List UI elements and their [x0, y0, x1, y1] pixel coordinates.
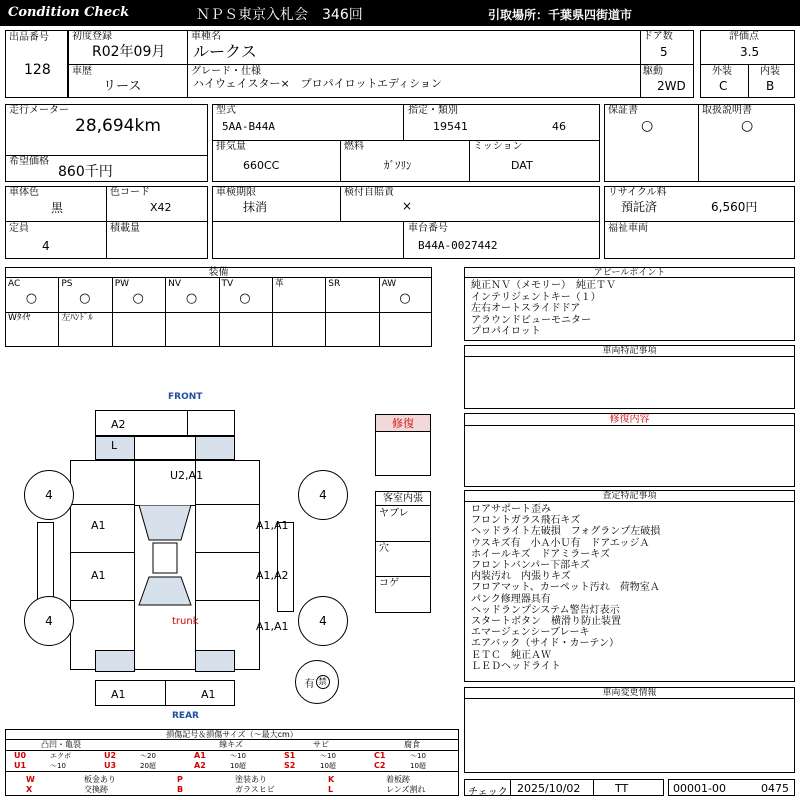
checker-code: TT — [615, 782, 629, 795]
legend-desc: 10超 — [320, 762, 336, 770]
right-side-panel — [277, 522, 294, 612]
id-footer — [668, 779, 795, 796]
manual-label: 取扱説明書 — [702, 105, 752, 116]
inspection-note-line: ヘッドランプシステム警告灯表示 — [471, 604, 620, 616]
legend-code: U2 — [104, 751, 117, 760]
interior-label: 内装 — [760, 66, 780, 77]
liability-value: × — [402, 199, 413, 213]
inspection-note-line: フロントガラス飛石キズ — [471, 515, 581, 527]
legend-title: 損傷記号＆損傷サイズ（～最大cm） — [6, 730, 458, 740]
legend-code: K — [328, 775, 335, 784]
damage-legend — [5, 729, 459, 796]
recycle-fee: 6,560円 — [711, 200, 758, 214]
special-notes-title: 車両特記事項 — [465, 346, 794, 357]
drive-label: 駆動 — [643, 66, 663, 77]
rear-right-code: A1 — [201, 688, 216, 701]
capacity-label: 定員 — [9, 223, 29, 234]
inspection-note-line: エアバック（サイド・カーテン） — [471, 638, 619, 650]
front-bumper-code: A2 — [111, 418, 126, 431]
mission-label: ミッション — [473, 141, 523, 152]
history-label: 車歴 — [72, 66, 92, 77]
car-name-value: ルークス — [193, 42, 257, 61]
inspection-note-line: ウスキズ有 小Ａ小Ｕ有 ドアエッジＡ — [471, 537, 650, 549]
legend-code: A1 — [194, 751, 206, 760]
chassis-value: B44A-0027442 — [418, 239, 498, 252]
legend-desc: 20超 — [140, 762, 156, 770]
check-label: チェック — [468, 787, 508, 798]
legend-desc: ～10 — [50, 762, 66, 770]
repair-badge: 修復 — [376, 415, 430, 432]
mileage-label: 走行メーター — [9, 105, 69, 116]
grade-value: ハイウェイスター× プロパイロットエディション — [193, 77, 442, 90]
trunk-label: trunk — [172, 616, 199, 627]
inspection-notes-title: 査定特記事項 — [465, 491, 794, 502]
recycle-label: リサイクル料 — [608, 187, 667, 198]
check-date: 2025/10/02 — [517, 782, 581, 795]
no-smoking-icon: 禁 — [316, 675, 330, 689]
exterior-value: C — [719, 79, 728, 93]
inspection-notes-box — [464, 490, 795, 682]
cabin-burn-label: コゲ — [379, 578, 399, 589]
inspection-value: 抹消 — [243, 200, 268, 214]
manual-value: ○ — [741, 118, 754, 134]
repair-badge-box — [375, 414, 431, 476]
wheel-front-left: 4 — [24, 470, 74, 520]
first-reg-label: 初度登録 — [72, 31, 112, 42]
appeal-line: 純正ＮＶ（メモリー） 純正ＴＶ — [471, 280, 616, 291]
legend-group-label: 凸凹・亀裂 — [41, 740, 81, 749]
legend-code: B — [177, 785, 184, 794]
exterior-label: 外装 — [712, 66, 732, 77]
change-info-title: 車両変更情報 — [465, 688, 794, 699]
appeal-line: プロパイロット — [471, 326, 541, 337]
legend-code: S1 — [284, 751, 296, 760]
model-value: 5AA-B44A — [222, 120, 275, 133]
grade-score-value: 3.5 — [740, 45, 760, 59]
appeal-line: アラウンドビューモニター — [471, 314, 591, 326]
legend-code: W — [26, 775, 35, 784]
legend-desc: エクボ — [50, 752, 71, 760]
load-label: 積載量 — [110, 223, 140, 234]
grade-label: グレード・仕様 — [191, 66, 261, 77]
legend-code: S2 — [284, 761, 296, 770]
legend-desc: ～20 — [140, 752, 156, 760]
price-label: 希望価格 — [9, 156, 49, 167]
chassis-label: 車台番号 — [408, 223, 448, 234]
legend-group-label: 線キズ — [219, 740, 243, 749]
hood-code: U2,A1 — [170, 469, 204, 482]
legend-desc: ～10 — [230, 752, 246, 760]
grade-score-label: 評価点 — [729, 31, 759, 42]
legend-code: C2 — [374, 761, 386, 770]
repair-content-title: 修復内容 — [465, 414, 794, 426]
designation-value: 19541 — [433, 120, 468, 133]
price-value: 860千円 — [58, 164, 113, 180]
appeal-list — [471, 280, 616, 338]
appeal-line: インテリジェントキー（１） — [471, 291, 601, 303]
left-front-door-code: A1 — [91, 519, 106, 532]
body-color-value: 黒 — [51, 201, 64, 215]
category-value: 46 — [552, 120, 566, 133]
warranty-label: 保証書 — [608, 105, 638, 116]
lot-number: 128 — [24, 62, 51, 78]
equipment-label: SR — [328, 279, 341, 289]
equipment-value: ○ — [185, 291, 198, 306]
right-rear-door-code: A1,A2 — [256, 569, 289, 582]
legend-group-label: サビ — [313, 740, 329, 749]
legend-desc: 塗装あり — [235, 775, 267, 784]
inspection-note-line: ヘッドライト左破損 フォグランプ左破損 — [471, 526, 661, 538]
appeal-title: アピールポイント — [465, 268, 794, 278]
legend-desc: 交換跡 — [84, 785, 108, 794]
legend-desc: ～10 — [410, 752, 426, 760]
drive-value: 2WD — [657, 79, 686, 93]
cabin-hole-label: 穴 — [379, 543, 389, 554]
doors-label: ドア数 — [643, 31, 673, 42]
equipment-value: ○ — [399, 291, 411, 306]
equipment-value: ○ — [239, 291, 251, 306]
header-bar — [0, 0, 800, 26]
color-code-label: 色コード — [110, 187, 150, 198]
l-mark: L — [111, 439, 118, 452]
equipment-label: 革 — [274, 279, 284, 289]
equipment-value: ○ — [79, 291, 91, 306]
header-location: 引取場所：千葉県四街道市 — [488, 8, 633, 22]
inspection-note-line: フロントバンパー下部キズ — [471, 560, 590, 572]
front-light-right — [195, 436, 235, 460]
left-rear-door-code: A1 — [91, 569, 106, 582]
inspection-note-line: ＬＥＤヘッドライト — [471, 660, 561, 672]
legend-code: C1 — [374, 751, 386, 760]
id-number: 0475 — [761, 782, 789, 795]
equipment-label: 左ﾊﾝﾄﾞﾙ — [61, 313, 93, 323]
inspection-notes-list — [471, 504, 660, 672]
equipment-label: PW — [114, 279, 130, 289]
car-name-label: 車種名 — [191, 31, 221, 42]
legend-code: X — [26, 785, 33, 794]
inspection-note-line: ホイールキズ ドアミラーキズ — [471, 548, 611, 560]
legend-code: U0 — [14, 751, 27, 760]
repair-content-box — [464, 413, 795, 487]
right-front-door-code: A1,A1 — [256, 519, 289, 532]
legend-desc: 着板跡 — [386, 775, 410, 784]
inspection-note-line: スタートボタン 横滑り防止装置 — [471, 616, 621, 628]
legend-code: U1 — [14, 761, 27, 770]
fuel-value: ｶﾞｿﾘﾝ — [384, 159, 412, 172]
inspection-note-line: エマージェンシーブレーキ — [471, 627, 590, 639]
rear-light-right — [195, 650, 235, 672]
equipment-label: AC — [8, 279, 21, 289]
legend-desc: 10超 — [230, 762, 246, 770]
history-value: リース — [103, 79, 142, 94]
cabin-tear-label: ヤブレ — [379, 508, 409, 519]
recycle-status: 預託済 — [621, 200, 658, 214]
rear-left-code: A1 — [111, 688, 126, 701]
equipment-label: AW — [381, 279, 397, 289]
legend-code: A2 — [194, 761, 206, 770]
check-footer — [464, 779, 664, 796]
legend-desc: レンズ割れ — [386, 785, 426, 794]
appeal-box — [464, 267, 795, 341]
rear-label: REAR — [172, 711, 199, 721]
legend-code: L — [328, 785, 334, 794]
cabin-lining-box — [375, 491, 431, 613]
liability-label: 検付自賠責 — [344, 187, 394, 198]
front-label: FRONT — [168, 392, 203, 402]
inspection-note-line: パンク修理器具有 — [471, 593, 551, 605]
welfare-label: 福祉車両 — [608, 223, 648, 234]
special-notes-box — [464, 345, 795, 409]
warranty-value: ○ — [641, 118, 654, 134]
legend-code: U3 — [104, 761, 117, 770]
wheel-front-right: 4 — [298, 470, 348, 520]
displacement-label: 排気量 — [216, 141, 246, 152]
inspection-note-line: フロアマット、カーペット汚れ 荷物室Ａ — [471, 582, 660, 594]
smoking-status — [295, 660, 339, 704]
equipment-title: 装備 — [5, 267, 432, 278]
id-code: 00001-00 — [673, 782, 726, 795]
equipment-label: Wﾀｲﾔ — [8, 313, 31, 323]
legend-group-label: 腐食 — [404, 740, 420, 749]
right-quarter-code: A1,A1 — [256, 620, 289, 633]
equipment-label: TV — [221, 279, 234, 289]
inspection-note-line: ロアサポート歪み — [471, 504, 551, 515]
header-title-center: ＮＰＳ東京入札会 346回 — [196, 7, 363, 23]
first-reg-value: R02年09月 — [92, 44, 166, 60]
legend-desc: 10超 — [410, 762, 426, 770]
mileage-value: 28,694km — [75, 116, 161, 136]
model-label: 型式 — [216, 105, 236, 116]
equipment-label: NV — [168, 279, 182, 289]
lot-label: 出品番号 — [9, 32, 49, 43]
doors-value: 5 — [660, 45, 668, 59]
legend-desc: ～10 — [320, 752, 336, 760]
mission-value: DAT — [511, 159, 533, 172]
equipment-value: ○ — [25, 291, 38, 306]
change-info-box — [464, 687, 795, 773]
roof-window-shape — [135, 505, 195, 610]
interior-value: B — [766, 79, 775, 93]
legend-desc: 板金あり — [84, 775, 116, 784]
displacement-value: 660CC — [243, 159, 280, 172]
fuel-label: 燃料 — [344, 141, 364, 152]
body-color-label: 車体色 — [9, 187, 39, 198]
legend-desc: ガラスヒビ — [235, 785, 275, 794]
designation-label: 指定・類別 — [408, 105, 458, 116]
inspection-note-line: ＥＴＣ 純正ＡＷ — [471, 649, 551, 661]
equipment-value: ○ — [132, 291, 144, 306]
capacity-value: 4 — [42, 239, 50, 253]
legend-code: P — [177, 775, 183, 784]
inspection-label: 車検期限 — [216, 187, 256, 198]
header-title-left: Condition Check — [8, 5, 130, 20]
wheel-rear-right: 4 — [298, 596, 348, 646]
inspection-note-line: 内装汚れ 内張りキズ — [471, 571, 571, 583]
cabin-lining-title: 客室内張 — [376, 492, 430, 506]
lot-box — [5, 30, 68, 98]
equipment-label: PS — [61, 279, 73, 289]
wheel-rear-left: 4 — [24, 596, 74, 646]
appeal-line: 左右オートスライドドア — [471, 303, 581, 314]
smoking-status-label: 有 — [304, 678, 315, 690]
rear-light-left — [95, 650, 135, 672]
color-code-value: X42 — [150, 201, 172, 214]
inspection-box — [212, 186, 600, 259]
